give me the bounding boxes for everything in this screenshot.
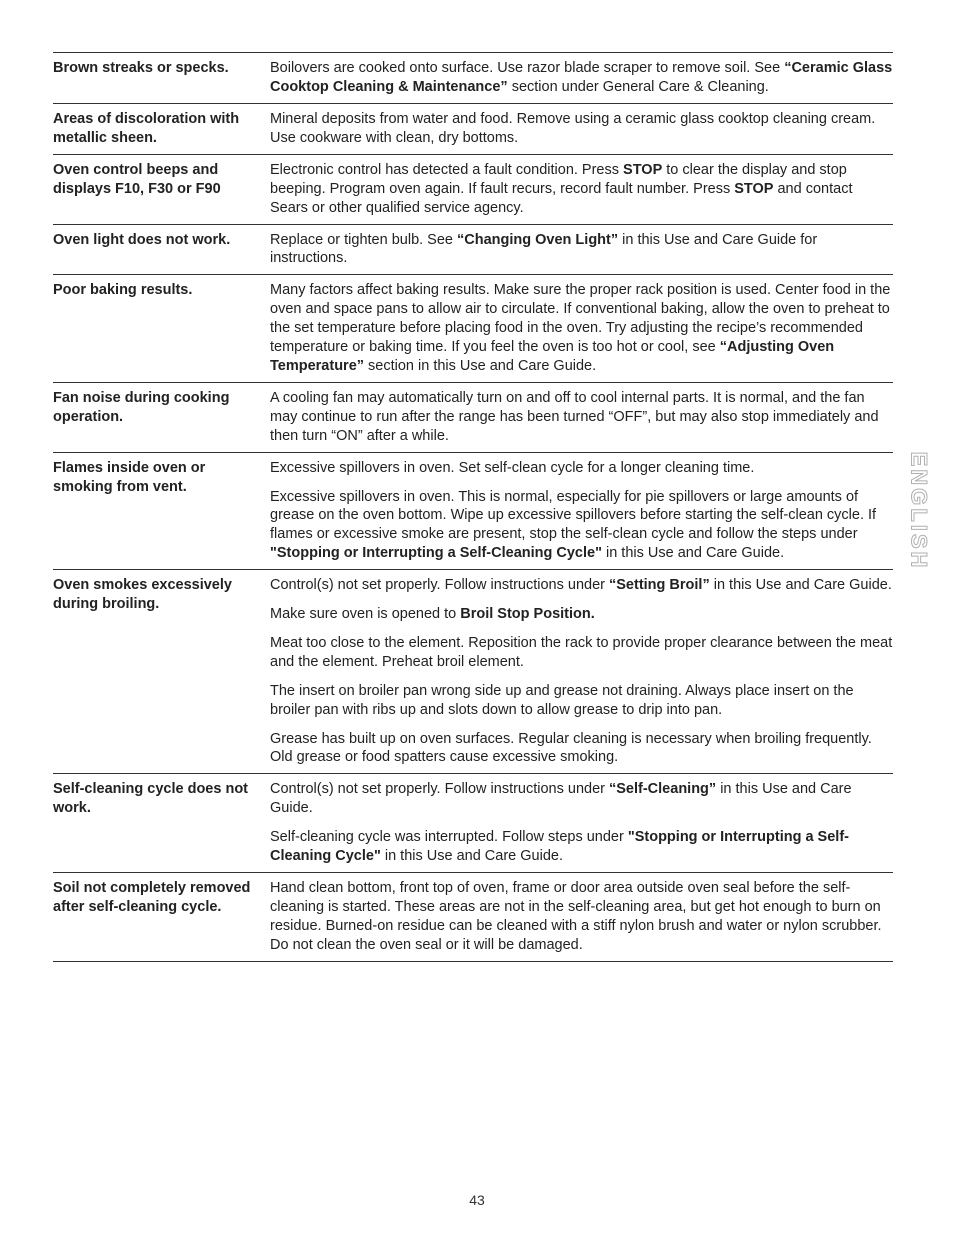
solution-paragraph — [270, 682, 893, 720]
emphasized-reference: Broil Stop Position. — [460, 606, 595, 623]
table-row — [53, 225, 893, 276]
solution-text: in this Use and Care Guide. — [601, 545, 785, 562]
solution-text: Grease has built up on oven surfaces. Regular cleaning is necessary when broiling frequently. Old grease or food spatters cause excessive smoking. — [270, 730, 872, 766]
solution-paragraph — [270, 110, 893, 148]
solution-text: Boilovers are cooked onto surface. Use razor blade scraper to remove soil. See — [270, 60, 785, 76]
emphasized-reference: “Changing Oven Light” — [457, 231, 619, 248]
table-row — [53, 774, 893, 873]
page-number: 43 — [469, 1192, 485, 1208]
solution-text: Replace or tighten bulb. See — [270, 231, 458, 248]
solution-paragraph — [270, 459, 893, 478]
solution-cell — [270, 281, 893, 376]
table-row — [53, 570, 893, 774]
solution-cell — [270, 59, 893, 97]
solution-cell — [270, 161, 893, 218]
emphasized-reference: STOP — [734, 180, 774, 197]
solution-paragraph — [270, 161, 893, 218]
problem-label: Flames inside oven or smoking from vent. — [53, 459, 206, 495]
solution-paragraph — [270, 634, 893, 672]
solution-text: Excessive spillovers in oven. Set self-clean cycle for a longer cleaning time. — [270, 459, 755, 476]
solution-text: in this Use and Care Guide. — [709, 577, 892, 594]
solution-cell — [270, 780, 893, 866]
solution-text: Many factors affect baking results. Make sure the proper rack position is used. Center food in the oven and space pans to allow air to circulate. If conventional baking, allow the oven to preheat to the set temperature before placing food in the oven. Try adjusting the recipe’s recommended temperature or baking time. If you feel the oven is too hot or cool, see — [270, 282, 891, 356]
emphasized-reference: “Ceramic Glass Cooktop Cleaning & Maintenance” — [270, 60, 893, 95]
solution-cell — [270, 389, 893, 446]
solution-cell — [270, 879, 893, 955]
language-side-tab — [898, 452, 938, 570]
emphasized-reference: “Adjusting Oven Temperature” — [270, 339, 835, 374]
solution-text: Meat too close to the element. Reposition the rack to provide proper clearance between the meat and the element. Preheat broil element. — [270, 634, 893, 670]
solution-text: Hand clean bottom, front top of oven, frame or door area outside oven seal before the self-cleaning is started. These areas are not in the self-cleaning area, but get hot enough to burn on residue. Burned-on residue can be cleaned with a stiff nylon brush and water or nylon scrubber. Do not clean the oven seal or it will be damaged. — [270, 880, 882, 953]
solution-text: Electronic control has detected a fault condition. Press — [270, 161, 624, 178]
solution-paragraph — [270, 828, 893, 866]
solution-text: A cooling fan may automatically turn on and off to cool internal parts. It is normal, and the fan may continue to run after the range has been turned “OFF”, but may also stop immediately and then turn “ON” after a while. — [270, 389, 879, 444]
solution-paragraph — [270, 281, 893, 376]
problem-label: Oven light does not work. — [53, 231, 231, 248]
solution-text: Self-cleaning cycle was interrupted. Follow steps under — [270, 829, 628, 846]
problem-label: Oven control beeps and displays F10, F30 or F90 — [53, 161, 221, 197]
solution-cell — [270, 459, 893, 564]
emphasized-reference: “Self-Cleaning” — [609, 781, 717, 798]
solution-cell — [270, 110, 893, 148]
language-tab-label: ENGLISH — [906, 451, 932, 571]
table-row — [53, 275, 893, 383]
solution-paragraph — [270, 389, 893, 446]
emphasized-reference: "Stopping or Interrupting a Self-Cleaning Cycle" — [270, 829, 849, 865]
table-row — [53, 53, 893, 104]
solution-paragraph — [270, 605, 893, 624]
table-row — [53, 453, 893, 571]
solution-text: and contact Sears or other qualified service agency. — [270, 180, 853, 216]
solution-text: in this Use and Care Guide. — [380, 848, 563, 865]
solution-text: The insert on broiler pan wrong side up and grease not draining. Always place insert on the broiler pan with ribs up and slots down to allow grease to drip into pan. — [270, 682, 854, 718]
solution-text: to clear the display and stop beeping. Program oven again. If fault recurs, record fault number. Press — [270, 161, 847, 197]
troubleshooting-table — [53, 52, 893, 962]
solution-text: Make sure oven is opened to — [270, 606, 461, 623]
solution-text: in this Use and Care Guide for instructions. — [270, 231, 818, 267]
emphasized-reference: "Stopping or Interrupting a Self-Cleaning Cycle" — [270, 545, 602, 562]
problem-label: Oven smokes excessively during broiling. — [53, 577, 232, 613]
solution-text: Excessive spillovers in oven. This is normal, especially for pie spillovers or large amounts of grease on the oven bottom. Wipe up excessive spillovers before starting the self-clean cycle. If flames or excessive smoke are present, stop the self-clean cycle and follow the steps under — [270, 488, 877, 543]
problem-label: Fan noise during cooking operation. — [53, 389, 230, 425]
solution-text: section in this Use and Care Guide. — [364, 357, 597, 374]
solution-paragraph — [270, 879, 893, 955]
solution-text: Control(s) not set properly. Follow instructions under — [270, 781, 610, 798]
solution-text: in this Use and Care Guide. — [270, 781, 852, 817]
problem-label: Poor baking results. — [53, 282, 193, 299]
solution-paragraph — [270, 59, 893, 97]
solution-paragraph — [270, 576, 893, 595]
table-row — [53, 873, 893, 962]
solution-paragraph — [270, 231, 893, 269]
solution-text: section under General Care & Cleaning. — [507, 78, 769, 95]
problem-label: Soil not completely removed after self-cleaning cycle. — [53, 880, 251, 915]
solution-cell — [270, 576, 893, 767]
problem-label: Self-cleaning cycle does not work. — [53, 781, 248, 817]
solution-paragraph — [270, 780, 893, 818]
solution-cell — [270, 231, 893, 269]
problem-label: Areas of discoloration with metallic sheen. — [53, 110, 240, 146]
solution-paragraph — [270, 488, 893, 564]
table-row — [53, 383, 893, 453]
table-row — [53, 104, 893, 155]
solution-paragraph — [270, 730, 893, 768]
solution-text: Control(s) not set properly. Follow instructions under — [270, 577, 610, 594]
table-row — [53, 155, 893, 225]
problem-label: Brown streaks or specks. — [53, 60, 229, 76]
emphasized-reference: “Setting Broil” — [609, 577, 710, 594]
emphasized-reference: STOP — [623, 161, 663, 178]
solution-text: Mineral deposits from water and food. Remove using a ceramic glass cooktop cleaning cream. Use cookware with clean, dry bottoms. — [270, 110, 876, 146]
